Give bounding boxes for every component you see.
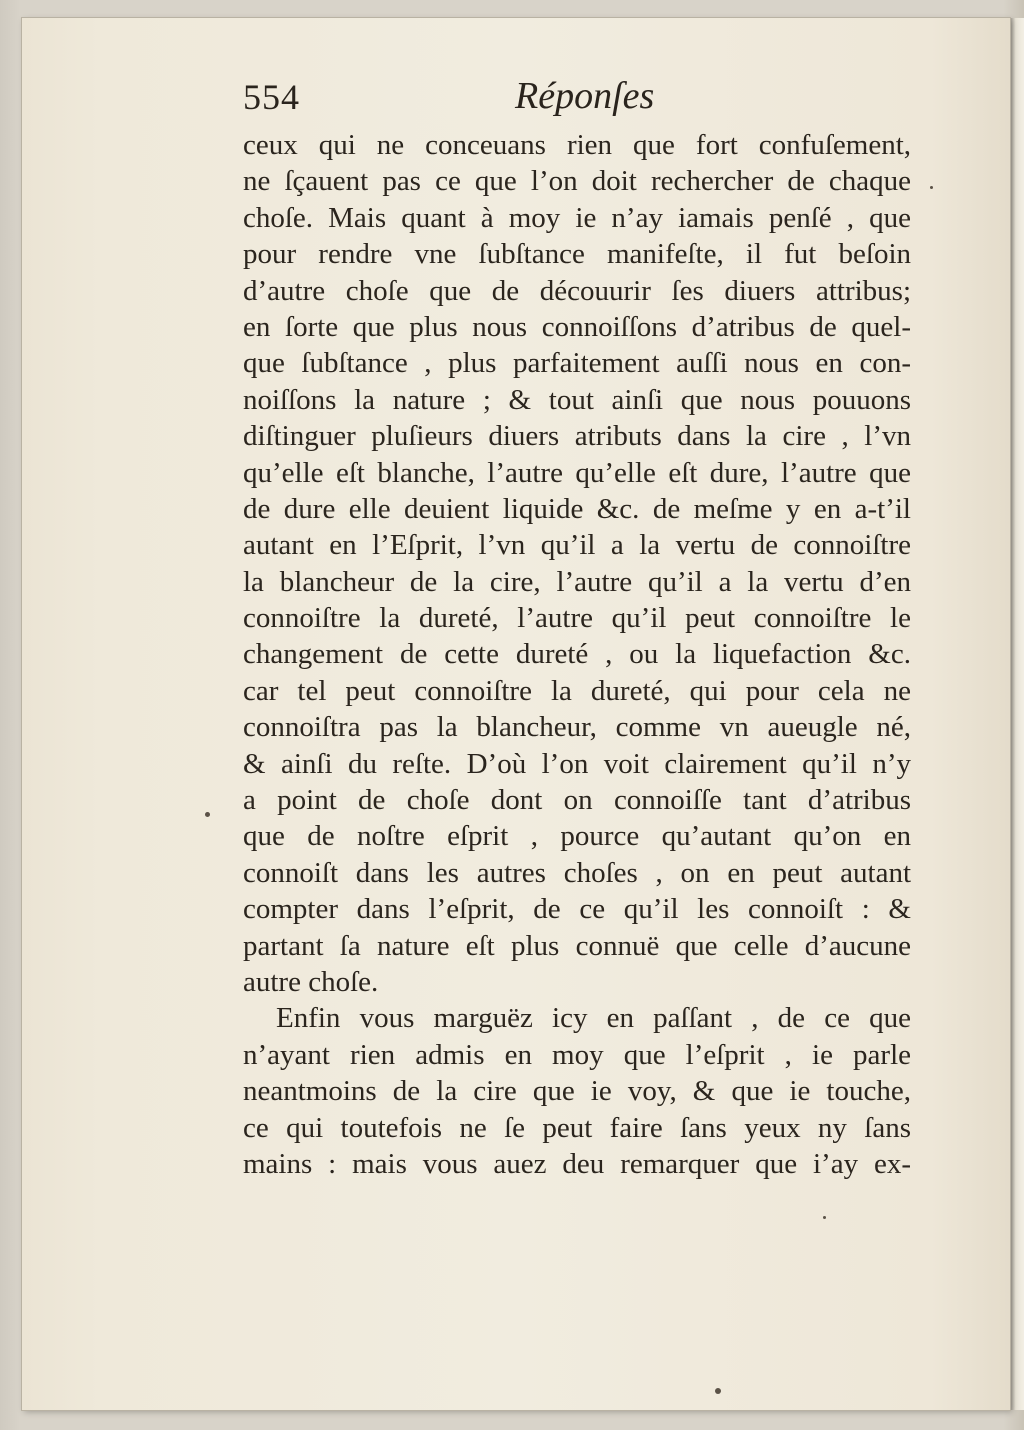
text-line: n’ayant rien admis en moy que l’eſprit , ie parle [243,1038,911,1071]
text-line: en ſorte que plus nous connoiſſons d’atribus de quel- [243,310,911,343]
text-line: autre choſe. [243,965,379,998]
text-line: ceux qui ne conceuans rien que fort confuſement, [243,129,911,161]
text-line: pour rendre vne ſubſtance manifeſte, il fut beſoin [243,238,911,271]
text-line: d’autre choſe que de découurir ſes diuers attribus; [243,274,911,307]
text-line: mains : mais vous auez deu remarquer que i’ay ex- [243,1147,911,1180]
paper-speck [823,1216,826,1219]
paper-speck [715,1388,721,1394]
text-line: qu’elle eſt blanche, l’autre qu’elle eſt dure, l’autre que [243,456,911,489]
text-line: choſe. Mais quant à moy ie n’ay iamais penſé , que [243,201,911,234]
body-text [243,127,911,1182]
text-line: que de noſtre eſprit , pource qu’autant qu’on en [243,820,911,853]
paper-speck [930,186,933,189]
text-line: ne ſçauent pas ce que l’on doit rechercher de chaque [243,165,911,198]
text-line: diſtinguer pluſieurs diuers atributs dans la cire , l’vn [243,420,911,453]
text-line: neantmoins de la cire que ie voy, & que ie touche, [243,1075,911,1108]
text-line: & ainſi du reſte. D’où l’on voit clairement qu’il n’y [243,747,911,780]
text-line: Enfin vous marguëz icy en paſſant , de ce que [276,1002,911,1035]
running-head [243,76,673,120]
text-line: autant en l’Eſprit, l’vn qu’il a la vertu de connoiſtre [243,529,911,562]
page-number: 554 [243,77,300,117]
paper-speck [205,812,210,817]
text-line: la blancheur de la cire, l’autre qu’il a la vertu d’en [243,565,911,598]
facing-page-edge [1010,18,1024,1410]
text-line: de dure elle deuient liquide &c. de meſme y en a-t’il [243,492,911,525]
text-line: changement de cette dureté , ou la liquefaction &c. [243,638,911,671]
text-line: connoiſtre la dureté, l’autre qu’il peut connoiſtre le [243,602,911,635]
text-line: que ſubſtance , plus parfaitement auſſi nous en con- [243,347,911,380]
text-line: connoiſtra pas la blancheur, comme vn aueugle né, [243,711,911,744]
text-line: noiſſons la nature ; & tout ainſi que nous pouuons [243,383,911,416]
text-line: car tel peut connoiſtre la dureté, qui pour cela ne [243,674,911,707]
text-line: a point de choſe dont on connoiſſe tant d’atribus [243,784,911,817]
text-line: connoiſt dans les autres choſes , on en peut autant [243,856,911,889]
text-line: compter dans l’eſprit, de ce qu’il les connoiſt : & [243,893,911,926]
running-title: Réponſes [515,75,655,117]
text-line: ce qui toutefois ne ſe peut faire ſans yeux ny ſans [243,1111,911,1144]
text-line: partant ſa nature eſt plus connuë que celle d’aucune [243,929,911,962]
